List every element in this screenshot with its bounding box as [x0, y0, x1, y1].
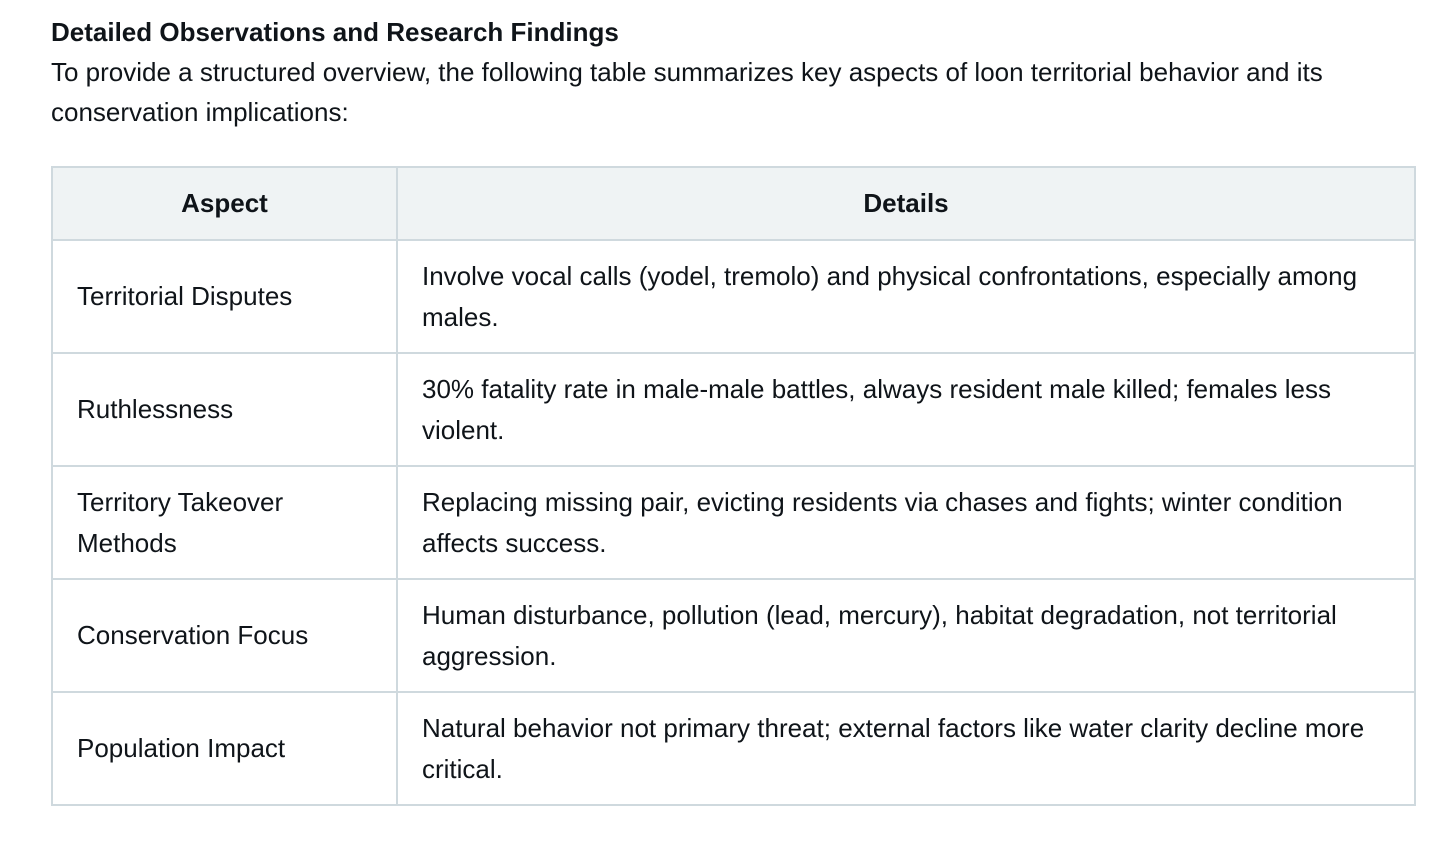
summary-table: [51, 166, 1416, 806]
aspect-cell: Territorial Disputes: [52, 240, 397, 353]
column-header-aspect: Aspect: [52, 167, 397, 240]
aspect-cell: Territory Takeover Methods: [52, 466, 397, 579]
details-cell: Involve vocal calls (yodel, tremolo) and physical confrontations, especially among males.: [397, 240, 1415, 353]
table-header-row: [52, 167, 1415, 240]
details-cell: 30% fatality rate in male-male battles, always resident male killed; females less violent.: [397, 353, 1415, 466]
details-cell: Natural behavior not primary threat; external factors like water clarity decline more critical.: [397, 692, 1415, 805]
section-heading: Detailed Observations and Research Findings: [51, 17, 619, 47]
details-cell: Replacing missing pair, evicting residents via chases and fights; winter condition affects success.: [397, 466, 1415, 579]
intro-paragraph: To provide a structured overview, the following table summarizes key aspects of loon territorial behavior and its conservation implications:: [51, 57, 1323, 127]
section-content: [51, 14, 1416, 132]
table-row: [52, 466, 1415, 579]
table-row: [52, 353, 1415, 466]
table-row: [52, 240, 1415, 353]
aspect-cell: Population Impact: [52, 692, 397, 805]
aspect-cell: Conservation Focus: [52, 579, 397, 692]
details-cell: Human disturbance, pollution (lead, mercury), habitat degradation, not territorial aggression.: [397, 579, 1415, 692]
column-header-details: Details: [397, 167, 1415, 240]
table-row: [52, 692, 1415, 805]
aspect-cell: Ruthlessness: [52, 353, 397, 466]
table-row: [52, 579, 1415, 692]
